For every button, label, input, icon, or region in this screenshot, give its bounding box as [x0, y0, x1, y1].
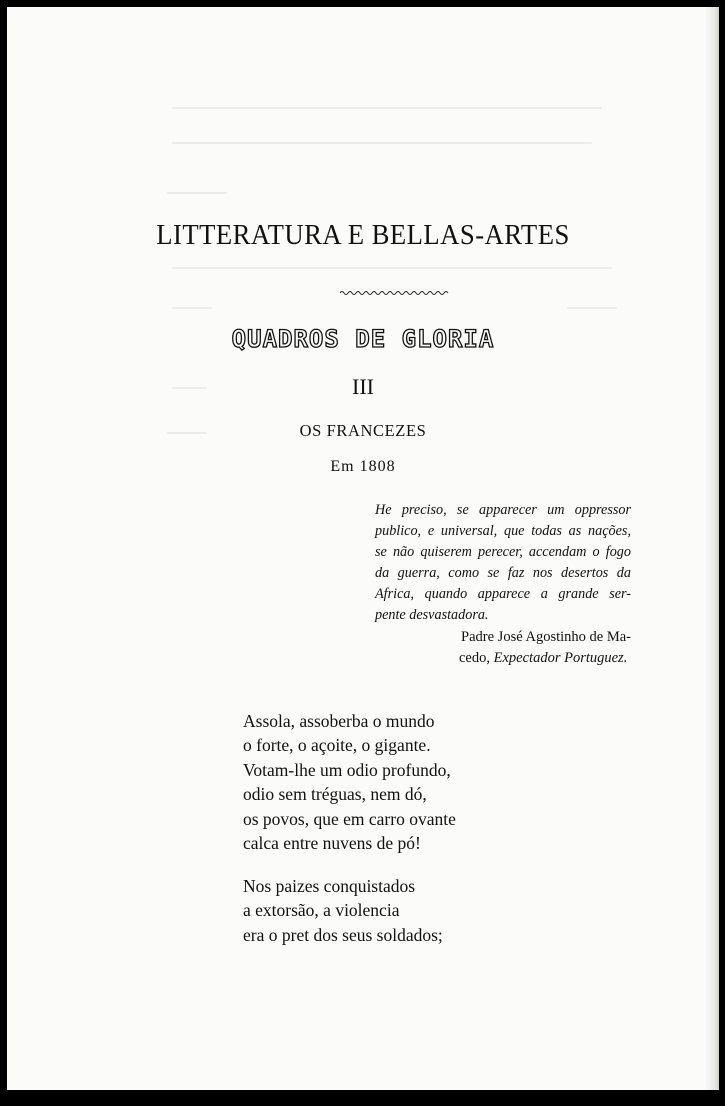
verse-line: a extorsão, a violencia — [243, 900, 400, 921]
verse-line: odio sem tréguas, nem dó, — [243, 784, 427, 805]
verse-line: era o pret dos seus soldados; — [243, 924, 443, 945]
verse-line: calca entre nuvens de pó! — [243, 833, 421, 854]
verse-line: Nos paizes conquistados — [243, 876, 416, 896]
epigraph-line: publico, e universal, que todas as nações, — [375, 523, 631, 539]
wavy-divider — [340, 289, 450, 297]
show-through-line — [567, 307, 617, 309]
poem-stanza-1 — [243, 709, 456, 855]
epigraph-line: da guerra, como se faz nos desertos da — [375, 565, 631, 581]
poem-stanza-2 — [243, 874, 443, 947]
epigraph-line: pente desvastadora. — [375, 607, 489, 623]
series-title: QUADROS DE GLORIA — [231, 325, 495, 353]
show-through-line — [167, 192, 227, 194]
verse-line: Assola, assoberba o mundo — [243, 711, 435, 731]
attribution-prefix: cedo, — [459, 650, 494, 666]
epigraph-line: Africa, quando apparece a grande ser- — [375, 586, 631, 602]
show-through-line — [172, 267, 612, 269]
book-page — [7, 7, 719, 1090]
attribution-work: Expectador Portuguez. — [493, 650, 628, 666]
verse-line: o forte, o açoite, o gigante. — [243, 735, 431, 756]
epigraph-attribution — [375, 627, 631, 669]
page-title: LITTERATURA E BELLAS-ARTES — [156, 219, 570, 251]
show-through-line — [172, 307, 212, 309]
attribution-source — [375, 648, 631, 669]
attribution-author: Padre José Agostinho de Ma- — [461, 629, 631, 645]
epigraph — [375, 500, 631, 626]
section-heading: OS FRANCEZES — [299, 421, 427, 440]
epigraph-line: se não quiserem perecer, accendam o fogo — [375, 544, 631, 560]
section-date: Em 1808 — [330, 458, 396, 475]
verse-line: os povos, que em carro ovante — [243, 808, 456, 829]
verse-line: Votam-lhe um odio profundo, — [243, 759, 451, 780]
show-through-line — [172, 142, 592, 144]
epigraph-line: He preciso, se apparecer um oppressor — [375, 502, 631, 518]
show-through-line — [172, 107, 602, 109]
part-number: III — [352, 374, 374, 399]
page-edge-shadow — [705, 7, 719, 1090]
